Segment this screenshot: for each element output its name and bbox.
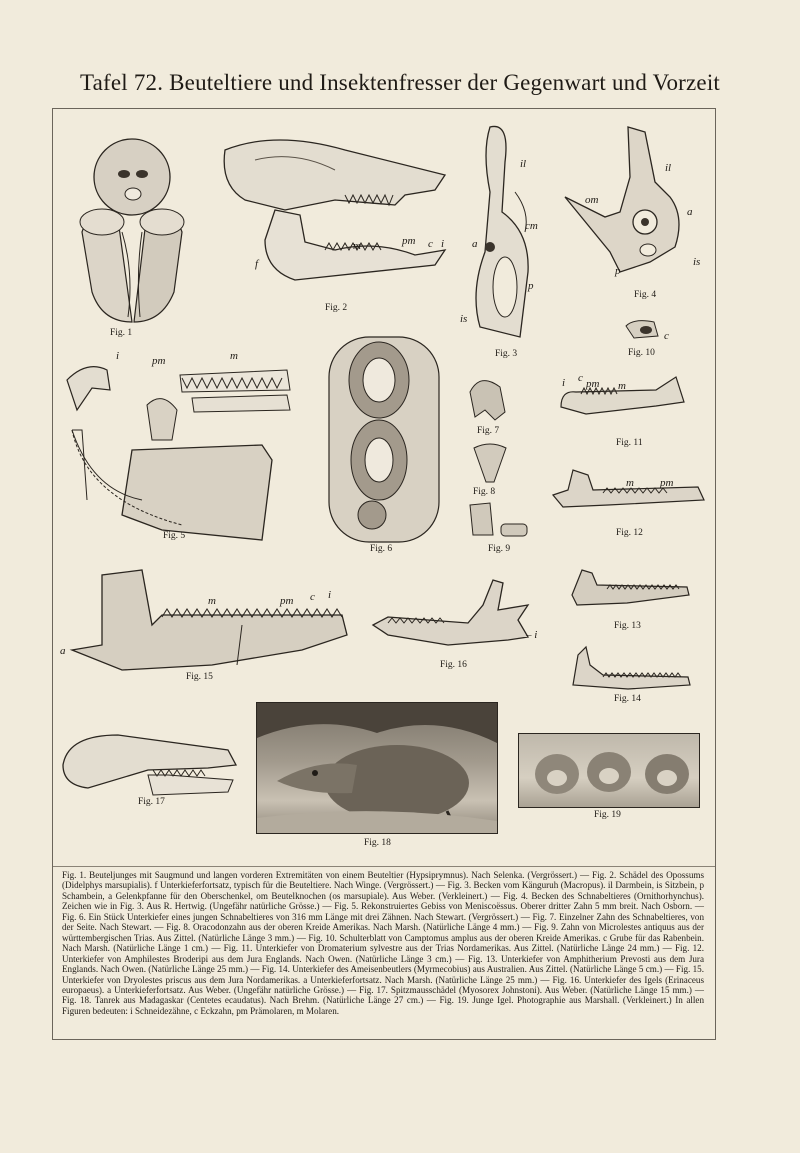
figure-4-platypus-pelvis <box>560 122 710 287</box>
amphitherium-drawing <box>567 565 692 610</box>
figure-8-caption: Fig. 8 <box>473 487 496 497</box>
oracodon-tooth-drawing <box>470 440 510 485</box>
label-f: f <box>255 258 259 270</box>
plate-caption: Fig. 1. Beuteljunges mit Saugmund und langen vorderen Extremitäten von einem Beuteltier (Hypsiprymnus). Nach Selenka. (Vergrössert.) — Fig. 2. Schädel des Opossums (Didelphys marsupialis). f Unterkieferfortsatz, typisch für die Beuteltiere. Nach Winge. (Vergrössert.) — Fig. 3. Becken vom Känguruh (Macropus). il Darmbein, is Sitzbein, p Schambein, a Gelenkpfanne für den Oberschenkel, om Beutelknochen (os marsupiale). Aus Weber. (Verkleinert.) — Fig. 4. Becken des Schnabeltieres (Ornithorhynchus). Zeichen wie in Fig. 3. Aus R. Hertwig. (Ungefähr natürliche Grösse.) — Fig. 5. Rekonstruiertes Gebiss von Meniscoëssus. Oberer dritter Zahn 5 mm breit. Nach Osborn. — Fig. 6. Ein Stück Unterkiefer eines jungen Schnabeltieres von 316 mm Länge mit drei Zähnen. Nach Stewart. (Vergrössert.) — Fig. 7. Einzelner Zahn des Schnabeltieres, von der Seite. Nach Stewart. — Fig. 8. Oracodonzahn aus der oberen Kreide Amerikas. Nach Marsh. (Natürliche Länge 4 mm.) — Fig. 9. Zahn von Microlestes antiquus aus der württembergischen Trias. Aus Zittel. (Natürliche Länge 3 mm.) — Fig. 10. Schulterblatt von Camptomus amplus aus der oberen Kreide Amerikas. c Grube für das Rabenbein. Nach Marsh. (Natürliche Länge 1 cm.) — Fig. 11. Unterkiefer von Dromaterium sylvestre aus der Trias Nordamerikas. Aus Zittel. (Natürliche Länge 24 mm.) — Fig. 12. Unterkiefer von Amphilestes Broderipi aus dem Jura Englands. Nach Owen. (Natürliche Länge 3 cm.) — Fig. 13. Unterkiefer von Amphitherium Prevosti aus dem Jura Englands. Nach Owen. (Natürliche Länge 25 mm.) — Fig. 14. Unterkiefer des Ameisenbeutlers (Myrmecobius) aus Australien. Aus Zittel. (Natürliche Länge 5 cm.) — Fig. 15. Unterkiefer von Dryolestes priscus aus dem Jura Nordamerikas. a Unterkieferfortsatz. Nach Marsh. (Natürliche Länge 25 mm.) — Fig. 16. Unterkiefer des Igels (Erinaceus europaeus). a Unterkieferfortsatz. Aus Weber. (Ungefähr natürliche Grösse.) — Fig. 17. Spitzmausschädel (Myosorex Johnstoni). Aus Weber. (Natürliche Länge 15 mm.) — Fig. 18. Tanrek aus Madagaskar (Centetes ecaudatus). Nach Brehm. (Natürliche Länge 27 cm.) — Fig. 19. Junge Igel. Photographie aus Marshall. (Verkleinert.) In allen Figuren bedeuten: i Schneidezähne, c Eckzahn, pm Prämolaren, m Molaren. <box>62 870 704 1016</box>
label-il-fig4: il <box>665 162 672 174</box>
label-pm-fig11: pm <box>586 378 600 390</box>
label-pm-fig12: pm <box>660 477 674 489</box>
figure-5-caption: Fig. 5 <box>163 531 186 541</box>
label-m-fig15: m <box>208 595 216 607</box>
figure-9-microlestes-tooth <box>465 500 530 540</box>
label-a-fig15: a <box>60 645 66 657</box>
figure-12-amphilestes-jaw <box>548 465 706 515</box>
label-m: m <box>353 240 361 252</box>
figure-1-caption: Fig. 1 <box>110 328 133 338</box>
label-m-fig5: m <box>230 350 238 362</box>
figure-4-caption: Fig. 4 <box>634 290 657 300</box>
figure-14-caption: Fig. 14 <box>614 694 641 704</box>
figure-15-dryolestes-jaw <box>62 565 352 675</box>
hedgehog-jaw-drawing <box>368 575 543 655</box>
figure-12-caption: Fig. 12 <box>616 528 643 538</box>
microlestes-tooth-drawing <box>465 500 530 540</box>
caption-divider <box>53 866 715 867</box>
label-cm-fig3: cm <box>525 220 538 232</box>
label-is-fig4: is <box>693 256 701 268</box>
figure-18-tenrec-image <box>256 702 498 834</box>
figure-16-hedgehog-jaw <box>368 575 543 655</box>
figure-16-caption: Fig. 16 <box>440 660 467 670</box>
figure-7-platypus-tooth <box>465 372 510 422</box>
label-a-fig16: – i <box>526 629 538 641</box>
label-pm-fig5: pm <box>152 355 166 367</box>
label-c: c <box>428 238 433 250</box>
platypus-pelvis-drawing <box>560 122 710 287</box>
label-p-fig3: p <box>528 280 534 292</box>
figure-2-caption: Fig. 2 <box>325 303 348 313</box>
opossum-skull-drawing <box>215 130 455 300</box>
label-i: i <box>441 238 445 250</box>
platypus-tooth-drawing <box>465 372 510 422</box>
label-a-fig3: a <box>472 238 478 250</box>
tenrec-drawing <box>257 703 497 833</box>
label-p-fig4: p <box>615 265 621 277</box>
label-i-fig11: i <box>562 377 566 389</box>
label-c-fig10: c <box>664 330 669 342</box>
dromatherium-drawing <box>556 372 688 417</box>
figure-17-caption: Fig. 17 <box>138 797 165 807</box>
plate-title: Tafel 72. Beuteltiere und Insektenfresser der Gegenwart und Vorzeit <box>79 70 720 95</box>
label-pm: pm <box>402 235 416 247</box>
platypus-jaw-drawing <box>327 335 442 545</box>
figure-8-oracodon-tooth <box>470 440 510 485</box>
figure-1-pouch-young <box>62 122 192 332</box>
figure-5-meniscoessus-dentition <box>62 350 292 540</box>
figure-6-caption: Fig. 6 <box>370 544 393 554</box>
kangaroo-pelvis-drawing <box>460 122 555 347</box>
figure-15-caption: Fig. 15 <box>186 672 213 682</box>
figure-17-shrew-skull <box>58 730 240 805</box>
shrew-skull-drawing <box>58 730 240 805</box>
figure-11-dromatherium-jaw <box>556 372 688 417</box>
label-pm-fig15: pm <box>280 595 294 607</box>
figure-3-kangaroo-pelvis <box>460 122 555 347</box>
figure-13-caption: Fig. 13 <box>614 621 641 631</box>
figure-11-caption: Fig. 11 <box>616 438 643 448</box>
dryolestes-drawing <box>62 565 352 675</box>
label-m-fig12: m <box>626 477 634 489</box>
figure-19-caption: Fig. 19 <box>594 810 621 820</box>
figure-13-amphitherium-jaw <box>567 565 692 610</box>
label-m-fig11: m <box>618 380 626 392</box>
amphilestes-drawing <box>548 465 706 515</box>
figure-18-caption: Fig. 18 <box>364 838 391 848</box>
figure-3-caption: Fig. 3 <box>495 349 518 359</box>
figure-6-platypus-jaw <box>327 335 442 545</box>
meniscoessus-drawing <box>62 350 292 540</box>
figure-2-opossum-skull <box>215 130 455 300</box>
pouch-young-drawing <box>62 122 192 332</box>
figure-10-caption: Fig. 10 <box>628 348 655 358</box>
label-i-fig5: i <box>116 350 120 362</box>
young-hedgehogs-drawing <box>519 734 699 807</box>
figure-9-caption: Fig. 9 <box>488 544 511 554</box>
figure-14-myrmecobius-jaw <box>568 645 693 690</box>
figure-19-young-hedgehogs-image <box>518 733 700 808</box>
label-c-fig11: c <box>578 372 583 384</box>
label-is-fig3: is <box>460 313 468 325</box>
label-a-fig4: a <box>687 206 693 218</box>
myrmecobius-drawing <box>568 645 693 690</box>
figure-10-scapula <box>624 318 674 348</box>
label-il-fig3: il <box>520 158 527 170</box>
label-i-fig15: i <box>328 589 332 601</box>
figure-7-caption: Fig. 7 <box>477 426 500 436</box>
label-om-fig4: om <box>585 194 599 206</box>
label-c-fig15: c <box>310 591 315 603</box>
